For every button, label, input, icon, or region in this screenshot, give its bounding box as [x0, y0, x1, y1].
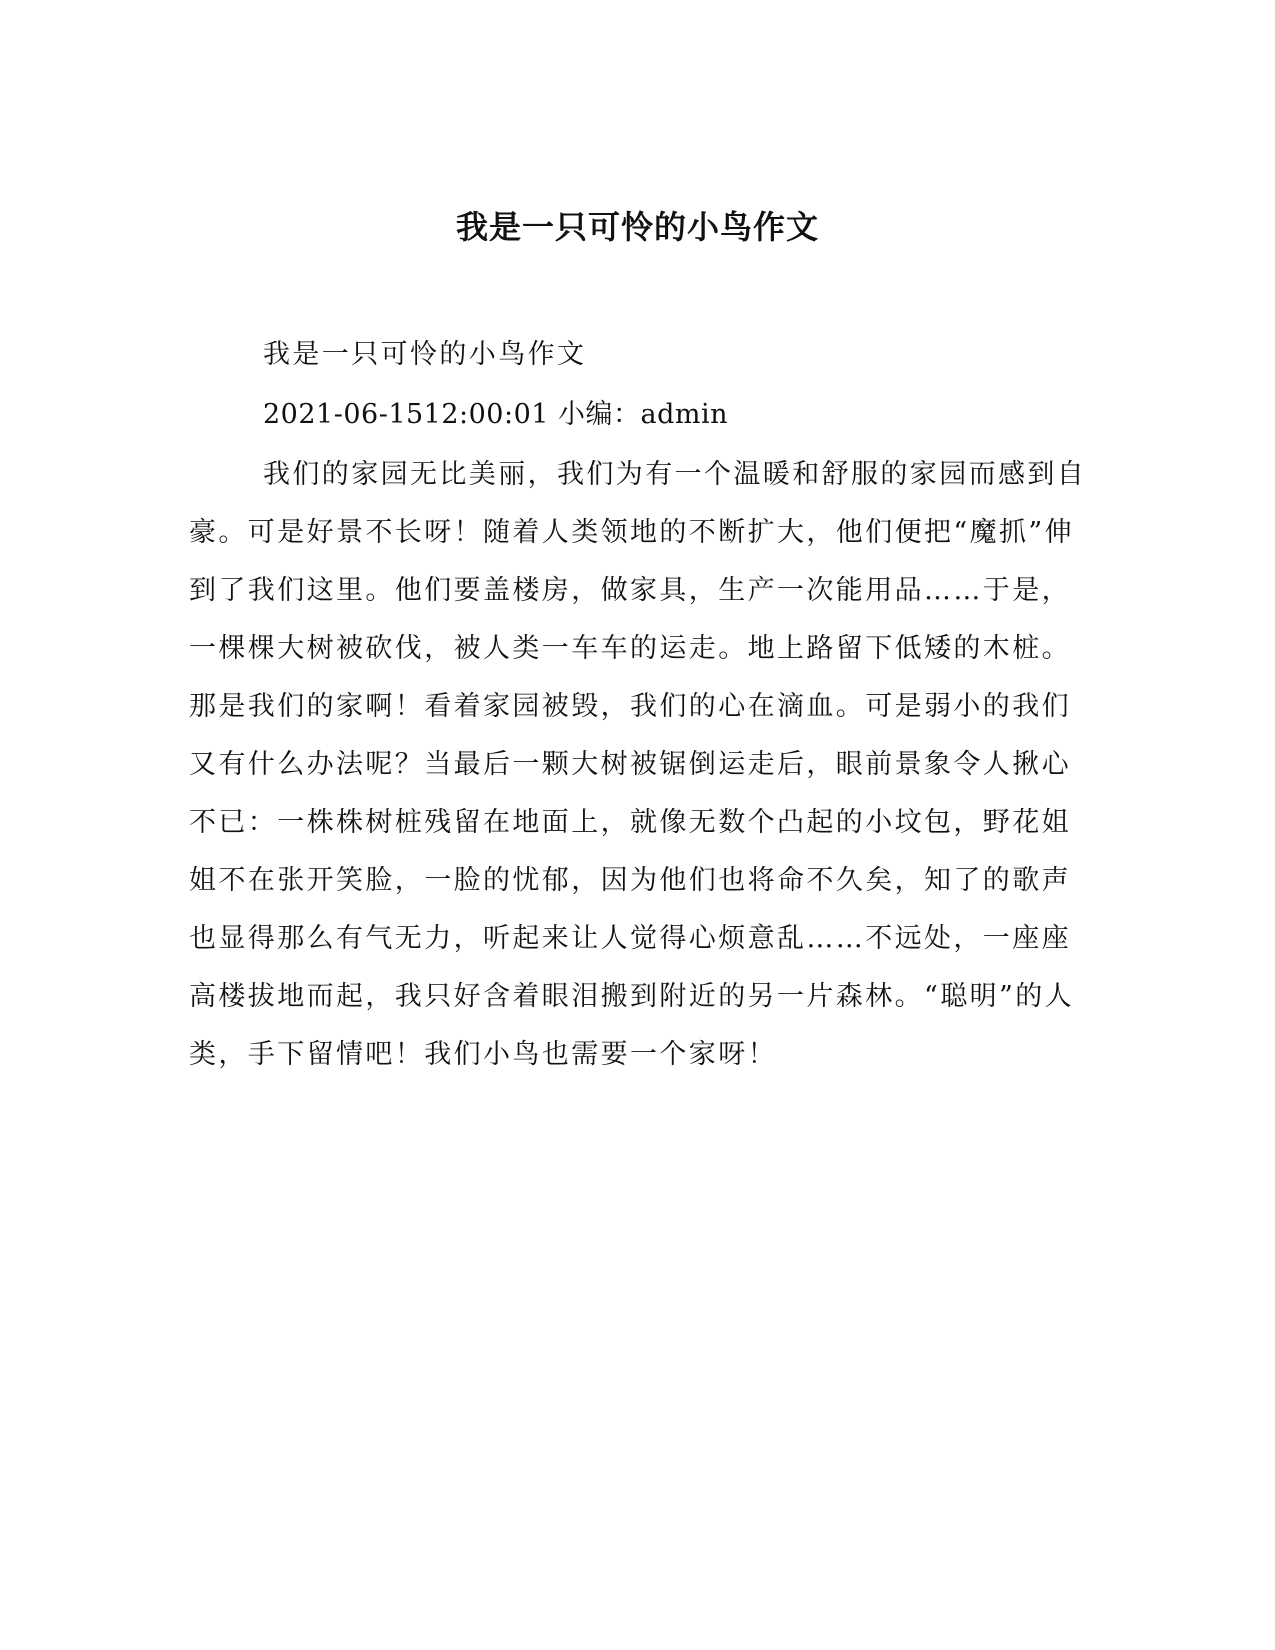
- body-line: 姐不在张开笑脸，一脸的忧郁，因为他们也将命不久矣，知了的歌声: [189, 865, 1071, 896]
- body-line: 豪。可是好景不长呀！随着人类领地的不断扩大，他们便把“魔抓”伸: [189, 517, 1075, 548]
- body-line: 那是我们的家啊！看着家园被毁，我们的心在滴血。可是弱小的我们: [189, 691, 1071, 722]
- body-line: 我们的家园无比美丽，我们为有一个温暖和舒服的家园而感到自: [263, 459, 1087, 490]
- body-line: 又有什么办法呢？当最后一颗大树被锯倒运走后，眼前景象令人揪心: [189, 749, 1071, 780]
- body-line: 也显得那么有气无力，听起来让人觉得心烦意乱……不远处，一座座: [189, 923, 1071, 954]
- document-meta: 2021-06-1512:00:01 小编：admin: [263, 399, 729, 430]
- body-line: 不已：一株株树桩残留在地面上，就像无数个凸起的小坟包，野花姐: [189, 807, 1071, 838]
- document-subtitle: 我是一只可怜的小鸟作文: [263, 339, 587, 370]
- body-line: 高楼拔地而起，我只好含着眼泪搬到附近的另一片森林。“聪明”的人: [189, 981, 1075, 1012]
- document-title: 我是一只可怜的小鸟作文: [455, 208, 819, 246]
- body-line: 一棵棵大树被砍伐，被人类一车车的运走。地上路留下低矮的木桩。: [189, 633, 1071, 664]
- body-line: 类，手下留情吧！我们小鸟也需要一个家呀！: [189, 1039, 777, 1070]
- body-line: 到了我们这里。他们要盖楼房，做家具，生产一次能用品……于是，: [189, 575, 1071, 606]
